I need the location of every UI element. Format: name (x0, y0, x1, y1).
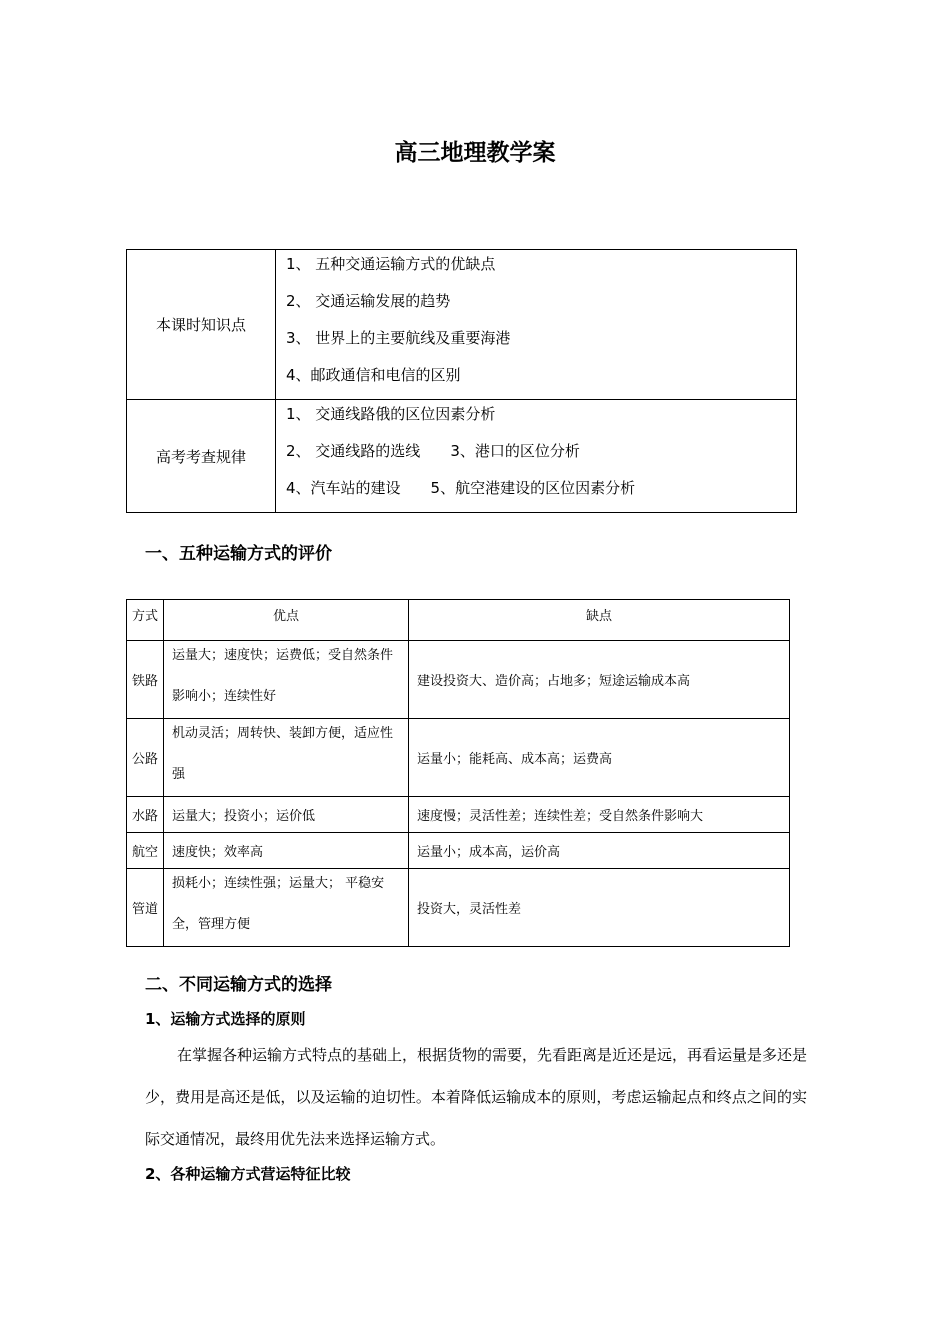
summary-items (276, 250, 797, 400)
subheading-comparison: 2、各种运输方式营运特征比较 (145, 1165, 351, 1183)
pros-text: 机动灵活；周转快、装卸方便，适应性强 (172, 726, 394, 782)
summary-line (286, 326, 796, 363)
summary-line (286, 476, 796, 506)
pros-cell (164, 719, 409, 797)
pros-cell (164, 641, 409, 719)
header-cell: 方式 (127, 600, 164, 641)
mode-cell: 铁路 (127, 641, 164, 719)
table-row (127, 869, 790, 947)
header-cell: 优点 (164, 600, 409, 641)
summary-line-text: 3、 世界上的主要航线及重要海港 (286, 329, 511, 347)
summary-line (286, 363, 796, 393)
summary-line-text: 2、 交通运输发展的趋势 (286, 292, 451, 310)
table-row (127, 719, 790, 797)
summary-line-text: 4、汽车站的建设 (286, 479, 401, 497)
mode-cell: 管道 (127, 869, 164, 947)
pros-cell (164, 869, 409, 947)
subheading-principle: 1、运输方式选择的原则 (145, 1010, 306, 1028)
mode-cell: 公路 (127, 719, 164, 797)
section1-heading: 一、五种运输方式的评价 (145, 544, 332, 564)
summary-label: 本课时知识点 (127, 250, 276, 400)
summary-row (127, 400, 797, 513)
transport-table (126, 599, 790, 947)
cons-cell: 速度慢；灵活性差；连续性差；受自然条件影响大 (409, 797, 790, 833)
table-row (127, 641, 790, 719)
summary-line (286, 289, 796, 326)
cons-cell: 投资大，灵活性差 (409, 869, 790, 947)
summary-line (286, 402, 796, 439)
summary-line-text: 1、 五种交通运输方式的优缺点 (286, 255, 496, 273)
section2-heading: 二、不同运输方式的选择 (145, 975, 332, 995)
mode-cell: 水路 (127, 797, 164, 833)
summary-line-text: 1、 交通线路俄的区位因素分析 (286, 405, 496, 423)
summary-line (286, 439, 796, 476)
summary-items (276, 400, 797, 513)
principle-paragraph: 在掌握各种运输方式特点的基础上，根据货物的需要，先看距离是近还是远，再看运量是多还是少，费用是高还是低，以及运输的迫切性。本着降低运输成本的原则，考虑运输起点和终点之间的实际交通情况，最终用优先法来选择运输方式。 (145, 1046, 808, 1148)
summary-line-text: 5、航空港建设的区位因素分析 (430, 479, 636, 497)
pros-cell: 运量大；投资小；运价低 (164, 797, 409, 833)
pros-text: 运量大；速度快；运费低；受自然条件影响小；连续性好 (172, 648, 394, 704)
summary-row (127, 250, 797, 400)
summary-label: 高考考查规律 (127, 400, 276, 513)
pros-cell: 速度快；效率高 (164, 833, 409, 869)
summary-line-text: 2、 交通线路的选线 (286, 442, 421, 460)
cons-cell: 建设投资大、造价高；占地多；短途运输成本高 (409, 641, 790, 719)
table-row (127, 797, 790, 833)
page-title: 高三地理教学案 (394, 139, 556, 166)
cons-cell: 运量小；能耗高、成本高；运费高 (409, 719, 790, 797)
header-cell: 缺点 (409, 600, 790, 641)
summary-line-text: 4、邮政通信和电信的区别 (286, 366, 461, 384)
mode-cell: 航空 (127, 833, 164, 869)
summary-line-text: 3、港口的区位分析 (450, 442, 580, 460)
summary-line (286, 252, 796, 289)
summary-table (126, 249, 797, 513)
cons-cell: 运量小；成本高，运价高 (409, 833, 790, 869)
pros-text: 损耗小；连续性强；运量大； 平稳安全，管理方便 (172, 876, 385, 932)
